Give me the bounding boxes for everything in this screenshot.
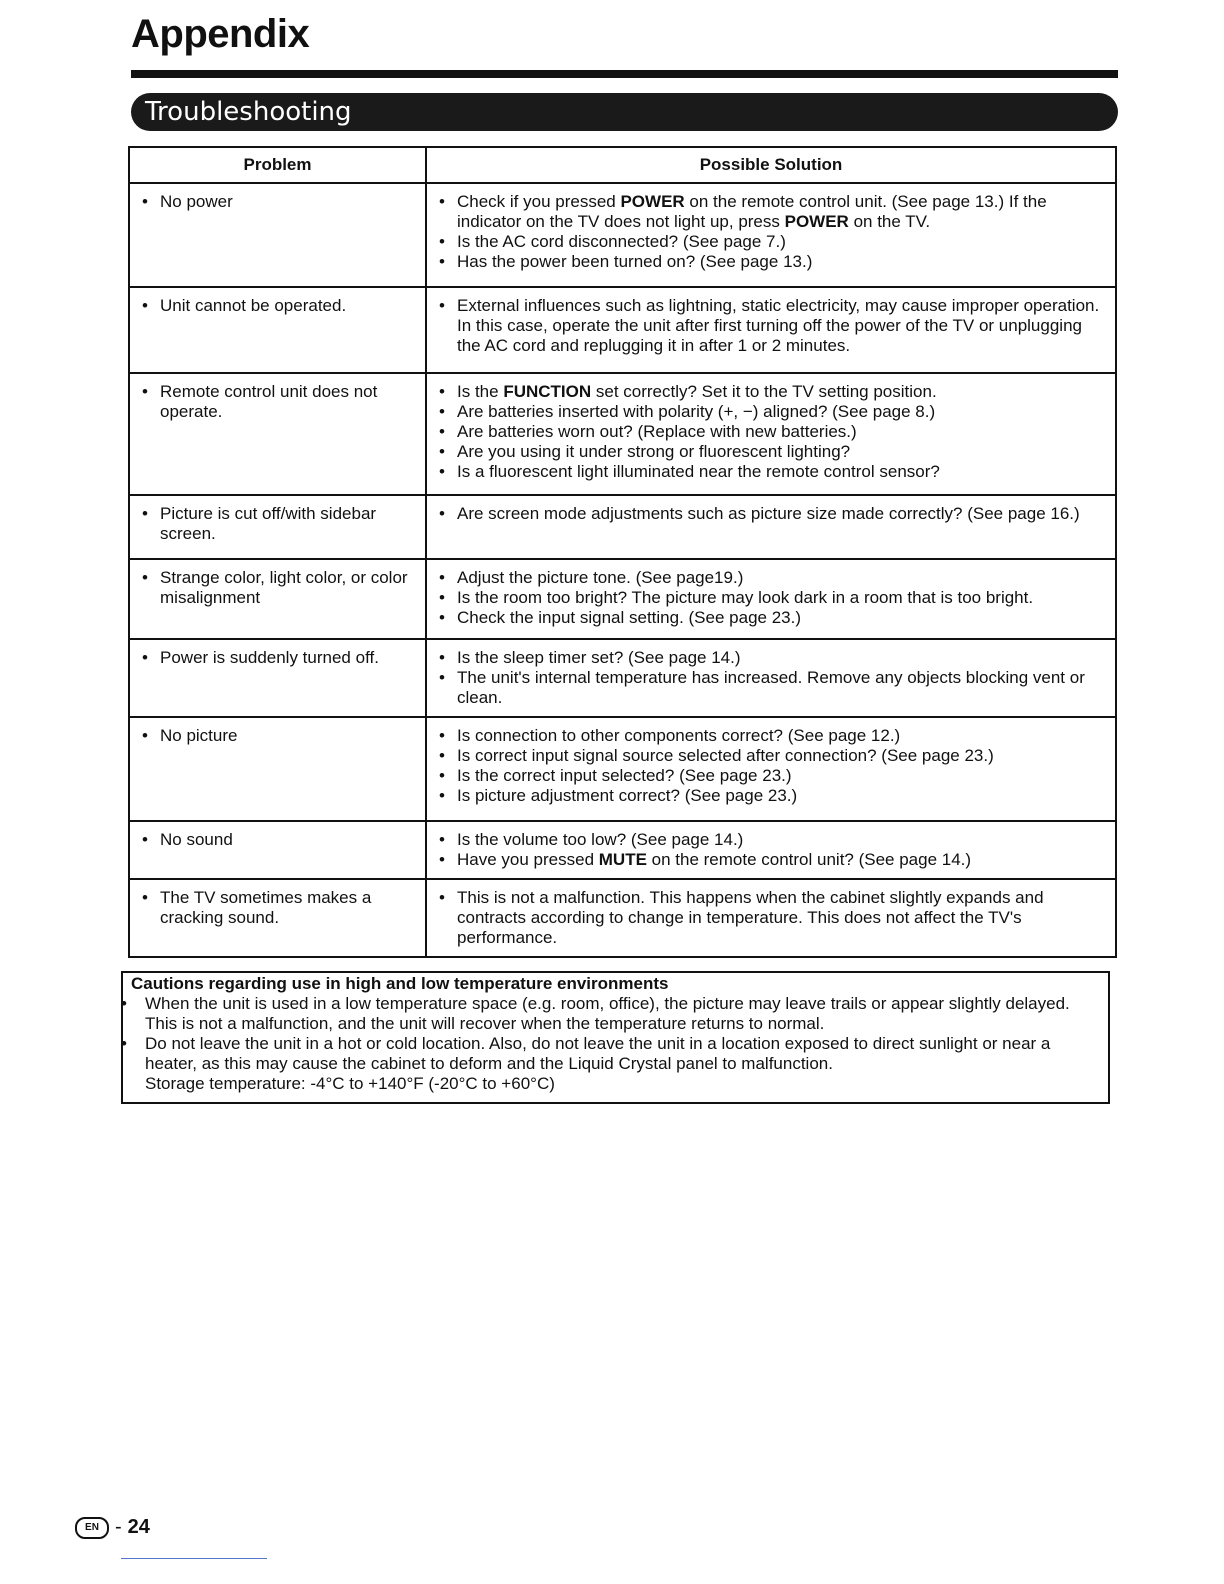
problem-header: Problem <box>129 147 426 183</box>
table-body <box>129 183 1116 957</box>
solution-list <box>439 830 1109 870</box>
table-row <box>129 559 1116 639</box>
solution-list <box>439 296 1109 356</box>
problem-cell <box>129 879 426 957</box>
solution-cell <box>426 717 1116 821</box>
table-row <box>129 287 1116 373</box>
table-row <box>129 879 1116 957</box>
problem-cell <box>129 373 426 495</box>
solution-text: Check if you pressed <box>457 192 621 211</box>
problem-list <box>142 296 417 316</box>
problem-text: • Power is suddenly turned off. <box>142 648 417 668</box>
solution-item <box>439 588 1109 608</box>
solution-item <box>439 786 1109 806</box>
problem-cell <box>129 821 426 879</box>
table-row <box>129 717 1116 821</box>
solution-text: Is connection to other components correct? (See page 12.) <box>457 726 901 745</box>
solution-item <box>439 192 1109 232</box>
solution-cell <box>426 287 1116 373</box>
language-badge: EN <box>75 1517 109 1539</box>
solution-text: on the remote control unit. (See page 13.) If the indicator on the TV does not light up, press <box>457 192 1047 231</box>
solution-item <box>439 888 1109 948</box>
solution-text: Has the power been turned on? (See page 13.) <box>457 252 813 271</box>
solution-text: The unit's internal temperature has increased. Remove any objects blocking vent or clean. <box>457 668 1085 707</box>
solution-list <box>439 504 1109 524</box>
button-name-bold: FUNCTION <box>503 382 592 401</box>
solution-text: Are batteries inserted with polarity (+, −) aligned? (See page 8.) <box>457 402 936 421</box>
section-banner: Troubleshooting <box>131 93 1118 131</box>
caution-box <box>121 971 1110 1104</box>
solution-text: Are you using it under strong or fluorescent lighting? <box>457 442 851 461</box>
page-footer <box>75 1516 150 1539</box>
problem-text: • No picture <box>142 726 417 746</box>
solution-item <box>439 766 1109 786</box>
problem-cell <box>129 287 426 373</box>
problem-cell <box>129 495 426 559</box>
solution-item <box>439 746 1109 766</box>
solution-text: Is the sleep timer set? (See page 14.) <box>457 648 741 667</box>
problem-cell <box>129 183 426 287</box>
solution-item <box>439 504 1109 524</box>
solution-cell <box>426 373 1116 495</box>
footer-rule <box>121 1558 267 1559</box>
solution-list <box>439 726 1109 806</box>
table-row <box>129 183 1116 287</box>
solution-item <box>439 648 1109 668</box>
page-number: 24 <box>127 1516 150 1538</box>
solution-cell <box>426 495 1116 559</box>
problem-list <box>142 504 417 544</box>
caution-item: • When the unit is used in a low temperature space (e.g. room, office), the picture may leave trails or appear slightly delayed. This is not a malfunction, and the unit will recover when the temperature returns to normal. <box>131 994 1100 1034</box>
solution-cell <box>426 879 1116 957</box>
solution-cell <box>426 183 1116 287</box>
button-name-bold: MUTE <box>598 850 647 869</box>
solution-text: Are screen mode adjustments such as picture size made correctly? (See page 16.) <box>457 504 1080 523</box>
button-name-bold: POWER <box>620 192 685 211</box>
problem-cell <box>129 717 426 821</box>
table-header-row <box>129 147 1116 183</box>
solution-item <box>439 608 1109 628</box>
problem-cell <box>129 639 426 717</box>
solution-item <box>439 422 1109 442</box>
solution-list <box>439 648 1109 708</box>
table-row <box>129 821 1116 879</box>
solution-text: Adjust the picture tone. (See page19.) <box>457 568 744 587</box>
solution-cell <box>426 559 1116 639</box>
solution-item <box>439 232 1109 252</box>
solution-item <box>439 830 1109 850</box>
problem-text: • Remote control unit does not operate. <box>142 382 417 422</box>
solution-text: Is a fluorescent light illuminated near the remote control sensor? <box>457 462 940 481</box>
problem-list <box>142 382 417 422</box>
problem-text: • No sound <box>142 830 417 850</box>
solution-text: on the remote control unit? (See page 14.) <box>646 850 972 869</box>
solution-text: Is the correct input selected? (See page 23.) <box>457 766 792 785</box>
caution-item: • Do not leave the unit in a hot or cold location. Also, do not leave the unit in a location exposed to direct sunlight or near a heater, as this may cause the cabinet to deform and the Liquid Crystal panel to malfunction. <box>131 1034 1100 1074</box>
solution-text: Are batteries worn out? (Replace with new batteries.) <box>457 422 857 441</box>
solution-text: Check the input signal setting. (See page 23.) <box>457 608 801 627</box>
problem-list <box>142 830 417 850</box>
table-row <box>129 495 1116 559</box>
solution-list <box>439 568 1109 628</box>
solution-item <box>439 668 1109 708</box>
solution-list <box>439 192 1109 272</box>
solution-item <box>439 442 1109 462</box>
problem-list <box>142 726 417 746</box>
solution-text: Is picture adjustment correct? (See page 23.) <box>457 786 798 805</box>
problem-list <box>142 568 417 608</box>
solution-cell <box>426 821 1116 879</box>
solution-item <box>439 568 1109 588</box>
solution-text: Is correct input signal source selected after connection? (See page 23.) <box>457 746 994 765</box>
button-name-bold: POWER <box>784 212 849 231</box>
problem-text: • Picture is cut off/with sidebar screen. <box>142 504 417 544</box>
problem-text: • No power <box>142 192 417 212</box>
problem-cell <box>129 559 426 639</box>
problem-text: • The TV sometimes makes a cracking sound. <box>142 888 417 928</box>
caution-list <box>131 994 1100 1074</box>
solution-text: set correctly? Set it to the TV setting position. <box>591 382 937 401</box>
caution-title: Cautions regarding use in high and low temperature environments <box>131 974 669 993</box>
solution-list <box>439 382 1109 482</box>
footer-separator: - <box>115 1516 122 1538</box>
problem-list <box>142 888 417 928</box>
table-row <box>129 639 1116 717</box>
problem-list <box>142 192 417 212</box>
table-row <box>129 373 1116 495</box>
page-title: Appendix <box>131 12 310 56</box>
solution-item <box>439 402 1109 422</box>
problem-list <box>142 648 417 668</box>
solution-text: This is not a malfunction. This happens when the cabinet slightly expands and contracts according to change in temperature. This does not affect the TV's performance. <box>457 888 1044 947</box>
solution-header: Possible Solution <box>426 147 1116 183</box>
solution-item <box>439 252 1109 272</box>
solution-text: on the TV. <box>848 212 931 231</box>
solution-list <box>439 888 1109 948</box>
problem-text: • Unit cannot be operated. <box>142 296 417 316</box>
storage-temperature: Storage temperature: -4°C to +140°F (-20°C to +60°C) <box>145 1074 555 1093</box>
solution-text: Have you pressed <box>457 850 599 869</box>
solution-item <box>439 726 1109 746</box>
solution-text: External influences such as lightning, static electricity, may cause improper operation. In this case, operate the unit after first turning off the power of the TV or unplugging the AC cord and replugging it in after 1 or 2 minutes. <box>457 296 1100 355</box>
solution-item <box>439 382 1109 402</box>
solution-item <box>439 850 1109 870</box>
solution-item <box>439 462 1109 482</box>
solution-text: Is the volume too low? (See page 14.) <box>457 830 744 849</box>
problem-text: • Strange color, light color, or color misalignment <box>142 568 417 608</box>
troubleshooting-table <box>128 146 1117 958</box>
solution-text: Is the <box>457 382 504 401</box>
solution-cell <box>426 639 1116 717</box>
title-rule <box>131 70 1118 78</box>
solution-item <box>439 296 1109 356</box>
solution-text: Is the room too bright? The picture may look dark in a room that is too bright. <box>457 588 1034 607</box>
solution-text: Is the AC cord disconnected? (See page 7.) <box>457 232 786 251</box>
